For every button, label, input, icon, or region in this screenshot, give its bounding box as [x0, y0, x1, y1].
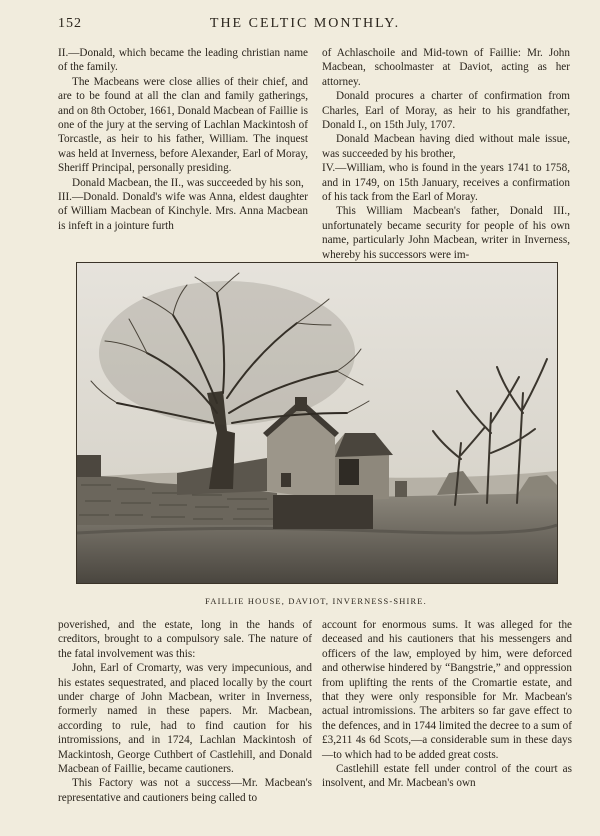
- faillie-house-photograph: [76, 262, 558, 584]
- paragraph: This William Macbean's father, Donald III., unfortunately became security for people of his own name, particularly John Macbean, writer in Inverness, whereby his successors were im-: [322, 205, 570, 261]
- page-header: [58, 16, 552, 36]
- paragraph: Donald procures a charter of confirmation from Charles, Earl of Moray, as heir to his grandfather, Donald I., on 15th July, 1707.: [322, 90, 570, 132]
- photograph-illustration: [77, 263, 557, 583]
- page-number: 152: [58, 16, 82, 31]
- figure-caption: FAILLIE HOUSE, DAVIOT, INVERNESS-SHIRE.: [205, 597, 427, 606]
- bottom-right-column: [322, 618, 572, 791]
- bottom-left-column: [58, 618, 312, 805]
- running-head: THE CELTIC MONTHLY.: [209, 16, 401, 31]
- paragraph: II.—Donald, which became the leading christian name of the family.: [58, 47, 308, 74]
- paragraph: poverished, and the estate, long in the hands of creditors, brought to a compulsory sale. The nature of the fatal involvement was this:: [58, 619, 312, 660]
- paragraph: III.—Donald. Donald's wife was Anna, eldest daughter of William Macbean of Kinchyle. Mrs. Anna Macbean is infeft in a jointure furth: [58, 191, 308, 232]
- paragraph: IV.—William, who is found in the years 1741 to 1758, and in 1749, on 15th January, receives a confirmation of his tack from the Earl of Moray.: [322, 162, 570, 204]
- paragraph: The Macbeans were close allies of their chief, and are to be found at all the clan and family gatherings, and on 8th October, 1661, Donald Macbean of Faillie is one of the jury at the serving of Lachlan Mackintosh of Torcastle, as heir to his father, William. The inquest was held at Inverness, before Alexander, Earl of Moray, Sheriff Principal, personally presiding.: [58, 75, 308, 175]
- paragraph: Castlehill estate fell under control of the court as insolvent, and Mr. Macbean's own: [322, 763, 572, 790]
- paragraph: John, Earl of Cromarty, was very impecunious, and his estates sequestrated, and placed locally by the court under charge of John Macbean, writer in Inverness, formerly named in these papers. Mr. Macbean, according to rule, had to find caution for his intromissions, and in 1724, Lachlan Mackintosh of Mackintosh, George Cuthbert of Castlehill, and Donald Macbean of Faillie, became cautioners.: [58, 662, 312, 776]
- paragraph: account for enormous sums. It was alleged for the deceased and his cautioners that his messengers and officers of the law, employed by him, were deforced and otherwise hindered by “Bangstrie,” and oppression from uplifting the rents of the Cromartie estate, and that they were only responsible for Mr. Macbean's actual intromissions. The arbiters so far gave effect to the defences, and in 1744 limited the decree to a sum of £3,211 4s 6d Scots,—a considerable sum in these days—to which had to be added great costs.: [322, 619, 572, 761]
- paragraph: Donald Macbean having died without male issue, was succeeded by his brother,: [322, 133, 570, 160]
- paragraph: of Achlaschoile and Mid-town of Faillie: Mr. John Macbean, schoolmaster at Daviot, acting as her attorney.: [322, 47, 570, 88]
- paragraph: This Factory was not a success—Mr. Macbean's representative and cautioners being called to: [58, 777, 312, 804]
- paragraph: Donald Macbean, the II., was succeeded by his son,: [72, 176, 304, 189]
- top-right-column: [322, 46, 570, 262]
- top-left-column: [58, 46, 308, 233]
